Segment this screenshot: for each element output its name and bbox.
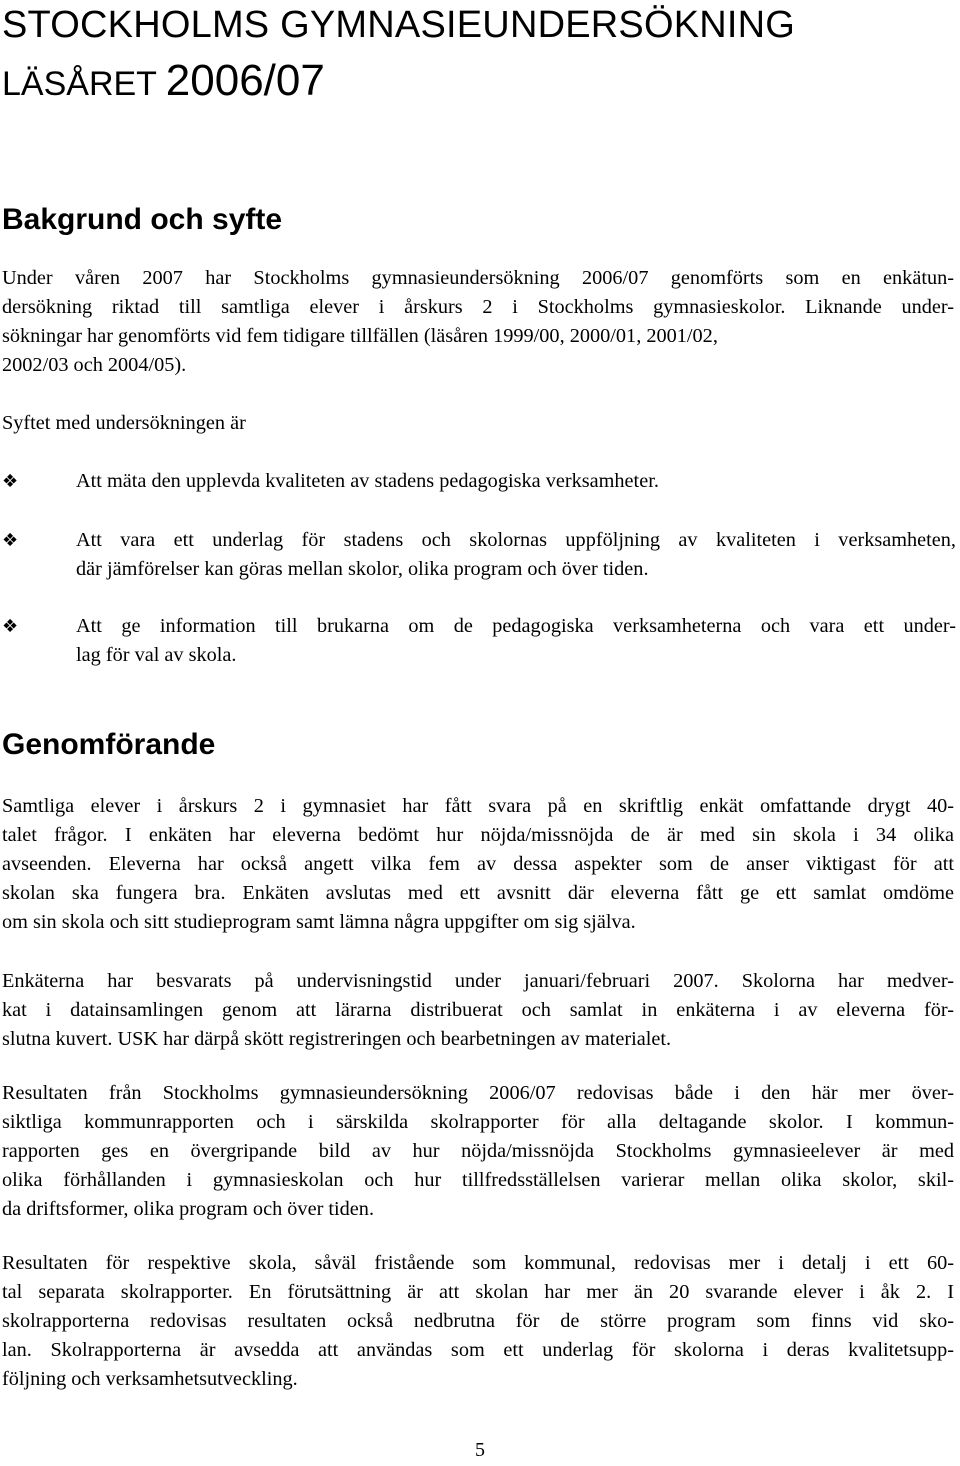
text-line: dersökning riktad till samtliga elever i årskurs 2 i Stockholms gymnasieskolor. Liknande under- xyxy=(2,296,954,318)
paragraph-genomforande-3 xyxy=(2,1079,954,1224)
text-line: Att mäta den upplevda kvaliteten av stadens pedagogiska verksamheter. xyxy=(76,470,659,492)
title-year: 2006/07 xyxy=(165,56,325,105)
text-line: lag för val av skola. xyxy=(76,644,237,666)
text-line: lan. Skolrapporterna är avsedda att användas som ett underlag för skolorna i deras kvalitetsupp- xyxy=(2,1339,954,1361)
text-line: talet frågor. I enkäten har eleverna bedömt hur nöjda/missnöjda de är med sin skola i 34 olika xyxy=(2,824,954,846)
text-line: Enkäterna har besvarats på undervisningstid under januari/februari 2007. Skolorna har medver- xyxy=(2,970,954,992)
paragraph-bakgrund xyxy=(2,264,954,380)
text-line: Samtliga elever i årskurs 2 i gymnasiet har fått svara på en skriftlig enkät omfattande drygt 40- xyxy=(2,795,954,817)
text-line: Under våren 2007 har Stockholms gymnasieundersökning 2006/07 genomförts som en enkätun- xyxy=(2,267,954,289)
text-line: om sin skola och sitt studieprogram samt lämna några uppgifter om sig själva. xyxy=(2,911,636,933)
bullet-text xyxy=(76,526,956,584)
text-line: Syftet med undersökningen är xyxy=(2,412,246,434)
text-line: Resultaten från Stockholms gymnasieundersökning 2006/07 redovisas både i den här mer över- xyxy=(2,1082,954,1104)
text-line: sökningar har genomförts vid fem tidigare tillfällen (läsåren 1999/00, 2000/01, 2001/02, xyxy=(2,325,718,347)
text-line: da driftsformer, olika program och över tiden. xyxy=(2,1198,375,1220)
text-line: där jämförelser kan göras mellan skolor, olika program och över tiden. xyxy=(76,558,649,580)
text-line: siktliga kommunrapporten och i särskilda skolrapporter för alla deltagande skolor. I kommun- xyxy=(2,1111,954,1133)
text-line: Resultaten för respektive skola, såväl fristående som kommunal, redovisas mer i detalj i ett 60- xyxy=(2,1252,954,1274)
diamond-bullet-icon: ❖ xyxy=(2,616,19,637)
paragraph-syftet xyxy=(2,409,954,438)
text-line: följning och verksamhetsutveckling. xyxy=(2,1368,298,1390)
heading-bakgrund: Bakgrund och syfte xyxy=(2,203,283,236)
text-line: rapporten ges en övergripande bild av hur nöjda/missnöjda Stockholms gymnasieelever är med xyxy=(2,1140,954,1162)
text-line: 2002/03 och 2004/05). xyxy=(2,354,187,376)
heading-genomforande: Genomförande xyxy=(2,728,216,761)
title-prefix: LÄSÅRET xyxy=(2,65,166,103)
text-line: avseenden. Eleverna har också angett vilka fem av dessa aspekter som de anser viktigast för att xyxy=(2,853,954,875)
document-title-line2 xyxy=(2,58,325,107)
text-line: skolrapporterna redovisas resultaten också nedbrutna för de större program som finns vid sko- xyxy=(2,1310,954,1332)
page-number: 5 xyxy=(475,1439,485,1461)
paragraph-genomforande-2 xyxy=(2,967,954,1054)
text-line: skolan ska fungera bra. Enkäten avslutas med ett avsnitt där eleverna fått ge ett samlat omdöme xyxy=(2,882,954,904)
diamond-bullet-icon: ❖ xyxy=(2,530,19,551)
diamond-bullet-icon: ❖ xyxy=(2,471,19,492)
paragraph-genomforande-4 xyxy=(2,1249,954,1394)
text-line: slutna kuvert. USK har därpå skött registreringen och bearbetningen av materialet. xyxy=(2,1028,672,1050)
document-title-line1: STOCKHOLMS GYMNASIEUNDERSÖKNING xyxy=(2,4,796,46)
text-line: kat i datainsamlingen genom att lärarna distribuerat och samlat in enkäterna i av eleverna för- xyxy=(2,999,954,1021)
text-line: tal separata skolrapporter. En förutsättning är att skolan har mer än 20 svarande elever i åk 2. I xyxy=(2,1281,954,1303)
bullet-text xyxy=(76,467,956,496)
text-line: Att ge information till brukarna om de pedagogiska verksamheterna och vara ett under- xyxy=(76,615,956,637)
paragraph-genomforande-1 xyxy=(2,792,954,937)
bullet-text xyxy=(76,612,956,670)
text-line: olika förhållanden i gymnasieskolan och hur tillfredsställelsen varierar mellan olika skolor, skil- xyxy=(2,1169,954,1191)
text-line: Att vara ett underlag för stadens och skolornas uppföljning av kvaliteten i verksamheten, xyxy=(76,529,956,551)
